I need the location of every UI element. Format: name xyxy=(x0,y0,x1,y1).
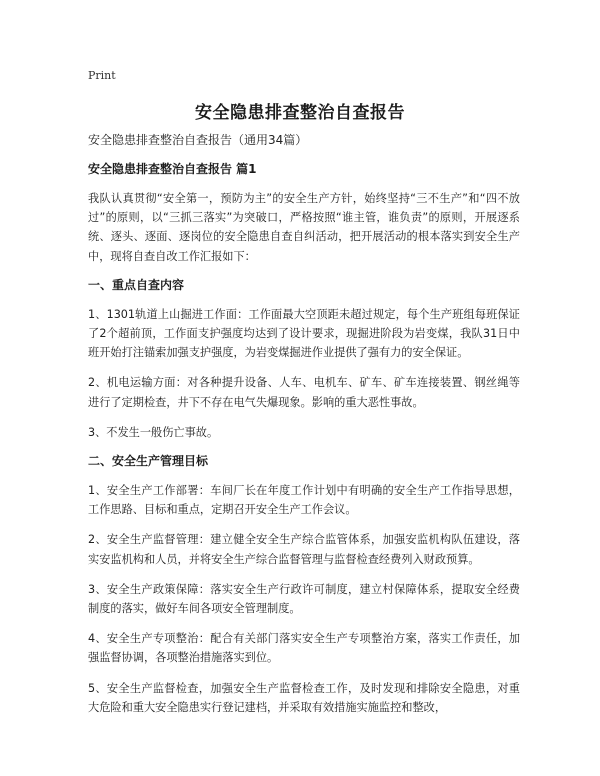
intro-paragraph: 我队认真贯彻“安全第一，预防为主”的安全生产方针，始终坚持“三不生产”和“四不放过”的原则，以“三抓三落实”为突破口，严格按照“谁主管，谁负责”的原则，开展逐系统、逐头、逐面、逐岗位的安全隐患自查自纠活动，把开展活动的根本落实到安全生产中，现将自查自改工作汇报如下： xyxy=(88,192,520,263)
section1-item: 3、不发生一般伤亡事故。 xyxy=(88,425,219,439)
document-subtitle: 安全隐患排查整治自查报告（通用34篇） xyxy=(88,133,308,147)
section1-item: 2、机电运输方面：对各种提升设备、人车、电机车、矿车、矿车连接装置、钢丝绳等进行了定期检查，井下不存在电气失爆现象。影响的重大恶性事故。 xyxy=(88,376,520,409)
section2-item: 5、安全生产监督检查，加强安全生产监督检查工作，及时发现和排除安全隐患，对重大危险和重大安全隐患实行登记建档，并采取有效措施实施监控和整改， xyxy=(88,681,520,714)
article-heading: 安全隐患排查整治自查报告 篇1 xyxy=(88,162,257,176)
section2-item: 3、安全生产政策保障：落实安全生产行政许可制度，建立村保障体系，提取安全经费制度的落实，做好车间各项安全管理制度。 xyxy=(88,582,520,616)
print-link[interactable]: Print xyxy=(88,69,116,82)
section2-item: 2、安全生产监督管理：建立健全安全生产综合监管体系，加强安监机构队伍建设，落实安监机构和人员，并将安全生产综合监督管理与监督检查经费列入财政预算。 xyxy=(88,533,520,566)
section-heading-2: 二、安全生产管理目标 xyxy=(88,454,209,469)
document-body xyxy=(88,132,520,728)
section2-item: 4、安全生产专项整治：配合有关部门落实安全生产专项整治方案，落实工作责任，加强监督协调，各项整治措施落实到位。 xyxy=(88,632,520,665)
section-heading-1: 一、重点自查内容 xyxy=(88,277,185,292)
page-title: 安全隐患排查整治自查报告 xyxy=(195,103,405,123)
section2-item: 1、安全生产工作部署：车间厂长在年度工作计划中有明确的安全生产工作指导思想，工作思路、目标和重点，定期召开安全生产工作会议。 xyxy=(88,484,520,517)
section1-item: 1、1301轨道上山掘进工作面：工作面最大空顶距未超过规定，每个生产班组每班保证了2个超前顶，工作面支护强度均达到了设计要求，现掘进阶段为岩变煤，我队31日中班开始打注锚索加强支护强度，为岩变煤掘进作业提供了强有力的安全保证。 xyxy=(88,307,520,360)
